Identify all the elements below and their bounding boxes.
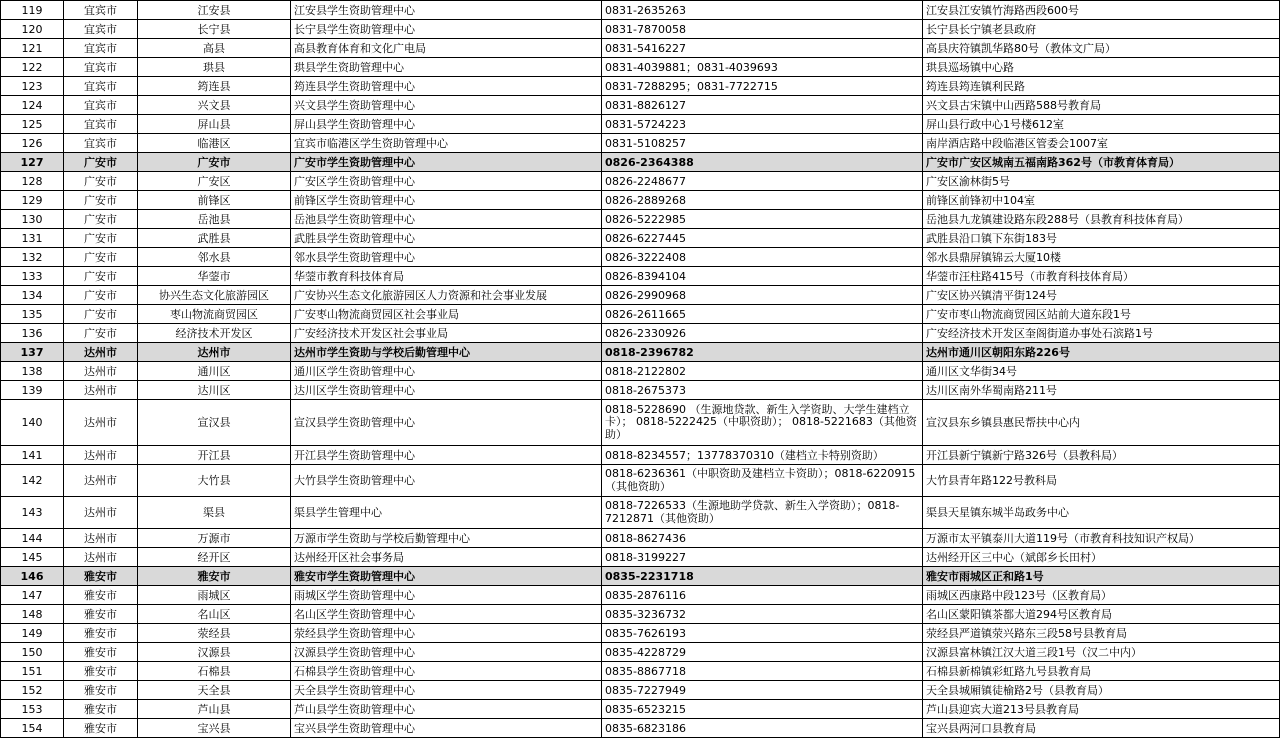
address-cell: 高县庆符镇凯华路80号（教体文广局） [923,39,1280,58]
organization-cell: 武胜县学生资助管理中心 [291,229,602,248]
organization-cell: 邻水县学生资助管理中心 [291,248,602,267]
county-cell: 渠县 [138,497,291,529]
phone-cell: 0826-2611665 [602,305,923,324]
address-cell: 屏山县行政中心1号楼612室 [923,115,1280,134]
row-number: 122 [1,58,64,77]
row-number: 125 [1,115,64,134]
address-cell: 前锋区前锋初中104室 [923,191,1280,210]
city-cell: 广安市 [64,153,138,172]
county-cell: 宝兴县 [138,719,291,738]
county-cell: 屏山县 [138,115,291,134]
address-cell: 武胜县沿口镇下东街183号 [923,229,1280,248]
organization-cell: 江安县学生资助管理中心 [291,1,602,20]
row-number: 132 [1,248,64,267]
table-row [1,381,1280,400]
address-cell: 名山区蒙阳镇茶都大道294号区教育局 [923,605,1280,624]
table-row [1,1,1280,20]
organization-cell: 广安协兴生态文化旅游园区人力资源和社会事业发展 [291,286,602,305]
county-cell: 兴文县 [138,96,291,115]
table-row [1,400,1280,446]
address-cell: 达州经开区三中心（斌郎乡长田村） [923,548,1280,567]
city-cell: 雅安市 [64,624,138,643]
address-cell: 雅安市雨城区正和路1号 [923,567,1280,586]
phone-cell: 0826-2889268 [602,191,923,210]
address-cell: 石棉县新棉镇彩虹路九号县教育局 [923,662,1280,681]
address-cell: 开江县新宁镇新宁路326号（县教科局） [923,446,1280,465]
phone-cell: 0818-8627436 [602,529,923,548]
row-number: 129 [1,191,64,210]
row-number: 140 [1,400,64,446]
city-cell: 雅安市 [64,586,138,605]
organization-cell: 前锋区学生资助管理中心 [291,191,602,210]
row-number: 123 [1,77,64,96]
row-number: 154 [1,719,64,738]
table-row [1,324,1280,343]
city-cell: 雅安市 [64,643,138,662]
phone-cell: 0835-6823186 [602,719,923,738]
organization-cell: 屏山县学生资助管理中心 [291,115,602,134]
city-cell: 宜宾市 [64,39,138,58]
city-cell: 宜宾市 [64,77,138,96]
county-cell: 江安县 [138,1,291,20]
table-row [1,719,1280,738]
address-cell: 江安县江安镇竹海路西段600号 [923,1,1280,20]
phone-cell: 0835-2231718 [602,567,923,586]
table-row [1,39,1280,58]
county-cell: 石棉县 [138,662,291,681]
phone-cell: 0826-8394104 [602,267,923,286]
organization-cell: 达川区学生资助管理中心 [291,381,602,400]
organization-cell: 广安区学生资助管理中心 [291,172,602,191]
city-cell: 宜宾市 [64,134,138,153]
table-row [1,497,1280,529]
phone-cell: 0818-5228690 （生源地贷款、新生入学资助、大学生建档立卡）； 0818-5222425（中职资助）； 0818-5221683（其他资助） [602,400,923,446]
table-row [1,20,1280,39]
city-cell: 达州市 [64,362,138,381]
table-row [1,548,1280,567]
county-cell: 达州市 [138,343,291,362]
address-cell: 兴文县古宋镇中山西路588号教育局 [923,96,1280,115]
address-cell: 邻水县鼎屏镇锦云大厦10楼 [923,248,1280,267]
table-row [1,77,1280,96]
organization-cell: 石棉县学生资助管理中心 [291,662,602,681]
address-cell: 芦山县迎宾大道213号县教育局 [923,700,1280,719]
address-cell: 珙县巡场镇中心路 [923,58,1280,77]
city-cell: 广安市 [64,267,138,286]
county-cell: 天全县 [138,681,291,700]
phone-cell: 0826-2330926 [602,324,923,343]
address-cell: 宣汉县东乡镇县惠民帮扶中心内 [923,400,1280,446]
county-cell: 万源市 [138,529,291,548]
table-row [1,305,1280,324]
address-cell: 宝兴县两河口县教育局 [923,719,1280,738]
table-row [1,343,1280,362]
address-cell: 汉源县富林镇江汉大道三段1号（汉二中内） [923,643,1280,662]
row-number: 126 [1,134,64,153]
row-number: 142 [1,465,64,497]
phone-cell: 0818-7226533（生源地助学贷款、新生入学资助）；0818-7212871（其他资助） [602,497,923,529]
county-cell: 广安区 [138,172,291,191]
organization-cell: 广安市学生资助管理中心 [291,153,602,172]
row-number: 124 [1,96,64,115]
city-cell: 广安市 [64,286,138,305]
county-cell: 开江县 [138,446,291,465]
county-cell: 华蓥市 [138,267,291,286]
county-cell: 枣山物流商贸园区 [138,305,291,324]
table-row [1,586,1280,605]
county-cell: 经开区 [138,548,291,567]
row-number: 130 [1,210,64,229]
city-cell: 达州市 [64,465,138,497]
city-cell: 广安市 [64,305,138,324]
city-cell: 宜宾市 [64,96,138,115]
city-cell: 广安市 [64,210,138,229]
address-cell: 华蓥市汪柱路415号（市教育科技体育局） [923,267,1280,286]
table-row [1,58,1280,77]
organization-cell: 长宁县学生资助管理中心 [291,20,602,39]
phone-cell: 0818-6236361（中职资助及建档立卡资助）；0818-6220915（其他资助） [602,465,923,497]
county-cell: 珙县 [138,58,291,77]
organization-cell: 名山区学生资助管理中心 [291,605,602,624]
county-cell: 雨城区 [138,586,291,605]
organization-cell: 高县教育体育和文化广电局 [291,39,602,58]
row-number: 150 [1,643,64,662]
phone-cell: 0831-5108257 [602,134,923,153]
row-number: 128 [1,172,64,191]
phone-cell: 0831-7870058 [602,20,923,39]
row-number: 151 [1,662,64,681]
row-number: 152 [1,681,64,700]
organization-cell: 广安经济技术开发区社会事业局 [291,324,602,343]
address-cell: 筠连县筠连镇利民路 [923,77,1280,96]
address-cell: 大竹县青年路122号教科局 [923,465,1280,497]
row-number: 138 [1,362,64,381]
row-number: 144 [1,529,64,548]
phone-cell: 0835-7227949 [602,681,923,700]
city-cell: 宜宾市 [64,20,138,39]
address-cell: 长宁县长宁镇老县政府 [923,20,1280,39]
phone-cell: 0826-5222985 [602,210,923,229]
phone-cell: 0826-3222408 [602,248,923,267]
city-cell: 达州市 [64,381,138,400]
county-cell: 临港区 [138,134,291,153]
row-number: 134 [1,286,64,305]
table-row [1,567,1280,586]
city-cell: 达州市 [64,548,138,567]
county-cell: 筠连县 [138,77,291,96]
table-row [1,446,1280,465]
city-cell: 达州市 [64,400,138,446]
city-cell: 达州市 [64,497,138,529]
phone-cell: 0826-2364388 [602,153,923,172]
row-number: 127 [1,153,64,172]
row-number: 153 [1,700,64,719]
phone-cell: 0818-2122802 [602,362,923,381]
county-cell: 雅安市 [138,567,291,586]
organization-cell: 宝兴县学生资助管理中心 [291,719,602,738]
organization-cell: 通川区学生资助管理中心 [291,362,602,381]
address-cell: 南岸酒店路中段临港区管委会1007室 [923,134,1280,153]
phone-cell: 0835-2876116 [602,586,923,605]
row-number: 143 [1,497,64,529]
row-number: 135 [1,305,64,324]
organization-cell: 雅安市学生资助管理中心 [291,567,602,586]
county-cell: 汉源县 [138,643,291,662]
table-row [1,115,1280,134]
county-cell: 高县 [138,39,291,58]
address-cell: 万源市太平镇泰川大道119号（市教育科技知识产权局） [923,529,1280,548]
city-cell: 宜宾市 [64,115,138,134]
county-cell: 大竹县 [138,465,291,497]
phone-cell: 0818-2396782 [602,343,923,362]
city-cell: 广安市 [64,172,138,191]
table-row [1,172,1280,191]
city-cell: 广安市 [64,248,138,267]
organization-cell: 开江县学生资助管理中心 [291,446,602,465]
phone-cell: 0835-3236732 [602,605,923,624]
organization-cell: 宜宾市临港区学生资助管理中心 [291,134,602,153]
address-cell: 广安区协兴镇清平街124号 [923,286,1280,305]
phone-cell: 0818-8234557；13778370310（建档立卡特别资助） [602,446,923,465]
table-row [1,624,1280,643]
county-cell: 荥经县 [138,624,291,643]
row-number: 149 [1,624,64,643]
table-body [1,1,1280,738]
phone-cell: 0835-8867718 [602,662,923,681]
county-cell: 通川区 [138,362,291,381]
organization-cell: 珙县学生资助管理中心 [291,58,602,77]
address-cell: 岳池县九龙镇建设路东段288号（县教育科技体育局） [923,210,1280,229]
phone-cell: 0818-2675373 [602,381,923,400]
organization-cell: 天全县学生资助管理中心 [291,681,602,700]
city-cell: 广安市 [64,229,138,248]
organization-cell: 万源市学生资助与学校后勤管理中心 [291,529,602,548]
table-row [1,267,1280,286]
table-row [1,153,1280,172]
county-cell: 岳池县 [138,210,291,229]
table-row [1,605,1280,624]
county-cell: 名山区 [138,605,291,624]
table-row [1,96,1280,115]
organization-cell: 渠县学生管理中心 [291,497,602,529]
table-row [1,229,1280,248]
phone-cell: 0826-2248677 [602,172,923,191]
address-cell: 渠县天星镇东城半岛政务中心 [923,497,1280,529]
phone-cell: 0826-6227445 [602,229,923,248]
city-cell: 广安市 [64,191,138,210]
table-row [1,210,1280,229]
city-cell: 宜宾市 [64,1,138,20]
city-cell: 宜宾市 [64,58,138,77]
county-cell: 达川区 [138,381,291,400]
organization-cell: 大竹县学生资助管理中心 [291,465,602,497]
county-cell: 经济技术开发区 [138,324,291,343]
phone-cell: 0835-7626193 [602,624,923,643]
phone-cell: 0831-5416227 [602,39,923,58]
city-cell: 雅安市 [64,719,138,738]
county-cell: 前锋区 [138,191,291,210]
address-cell: 荥经县严道镇荥兴路东三段58号县教育局 [923,624,1280,643]
organization-cell: 广安枣山物流商贸园区社会事业局 [291,305,602,324]
organization-cell: 筠连县学生资助管理中心 [291,77,602,96]
city-cell: 广安市 [64,324,138,343]
row-number: 119 [1,1,64,20]
organization-cell: 华蓥市教育科技体育局 [291,267,602,286]
county-cell: 武胜县 [138,229,291,248]
address-cell: 雨城区西康路中段123号（区教育局） [923,586,1280,605]
phone-cell: 0831-2635263 [602,1,923,20]
city-cell: 雅安市 [64,567,138,586]
phone-cell: 0831-7288295；0831-7722715 [602,77,923,96]
organization-cell: 汉源县学生资助管理中心 [291,643,602,662]
organization-cell: 兴文县学生资助管理中心 [291,96,602,115]
phone-cell: 0835-4228729 [602,643,923,662]
table-row [1,465,1280,497]
phone-cell: 0818-3199227 [602,548,923,567]
city-cell: 雅安市 [64,681,138,700]
table-row [1,700,1280,719]
address-cell: 广安经济技术开发区奎阁街道办事处石滨路1号 [923,324,1280,343]
organization-cell: 荥经县学生资助管理中心 [291,624,602,643]
row-number: 121 [1,39,64,58]
city-cell: 达州市 [64,446,138,465]
phone-cell: 0831-5724223 [602,115,923,134]
city-cell: 雅安市 [64,700,138,719]
county-cell: 宣汉县 [138,400,291,446]
table-row [1,134,1280,153]
county-cell: 芦山县 [138,700,291,719]
organization-cell: 雨城区学生资助管理中心 [291,586,602,605]
table-row [1,286,1280,305]
table-row [1,191,1280,210]
address-cell: 达川区南外华蜀南路211号 [923,381,1280,400]
organization-cell: 达州市学生资助与学校后勤管理中心 [291,343,602,362]
row-number: 146 [1,567,64,586]
address-cell: 达州市通川区朝阳东路226号 [923,343,1280,362]
row-number: 148 [1,605,64,624]
row-number: 133 [1,267,64,286]
address-cell: 广安区渝林街5号 [923,172,1280,191]
county-cell: 长宁县 [138,20,291,39]
table-row [1,362,1280,381]
table-row [1,529,1280,548]
phone-cell: 0835-6523215 [602,700,923,719]
phone-cell: 0831-8826127 [602,96,923,115]
county-cell: 邻水县 [138,248,291,267]
organization-cell: 岳池县学生资助管理中心 [291,210,602,229]
row-number: 141 [1,446,64,465]
row-number: 131 [1,229,64,248]
table-row [1,662,1280,681]
city-cell: 雅安市 [64,662,138,681]
phone-cell: 0831-4039881；0831-4039693 [602,58,923,77]
organization-cell: 达州经开区社会事务局 [291,548,602,567]
table-row [1,681,1280,700]
table-row [1,248,1280,267]
address-cell: 广安市广安区城南五福南路362号（市教育体育局） [923,153,1280,172]
row-number: 147 [1,586,64,605]
row-number: 120 [1,20,64,39]
county-cell: 广安市 [138,153,291,172]
address-cell: 广安市枣山物流商贸园区站前大道东段1号 [923,305,1280,324]
city-cell: 雅安市 [64,605,138,624]
row-number: 145 [1,548,64,567]
table-row [1,643,1280,662]
organization-cell: 芦山县学生资助管理中心 [291,700,602,719]
county-cell: 协兴生态文化旅游园区 [138,286,291,305]
phone-cell: 0826-2990968 [602,286,923,305]
row-number: 139 [1,381,64,400]
row-number: 136 [1,324,64,343]
address-cell: 天全县城厢镇徒榆路2号（县教育局） [923,681,1280,700]
city-cell: 达州市 [64,529,138,548]
organization-cell: 宣汉县学生资助管理中心 [291,400,602,446]
row-number: 137 [1,343,64,362]
address-cell: 通川区文华街34号 [923,362,1280,381]
city-cell: 达州市 [64,343,138,362]
